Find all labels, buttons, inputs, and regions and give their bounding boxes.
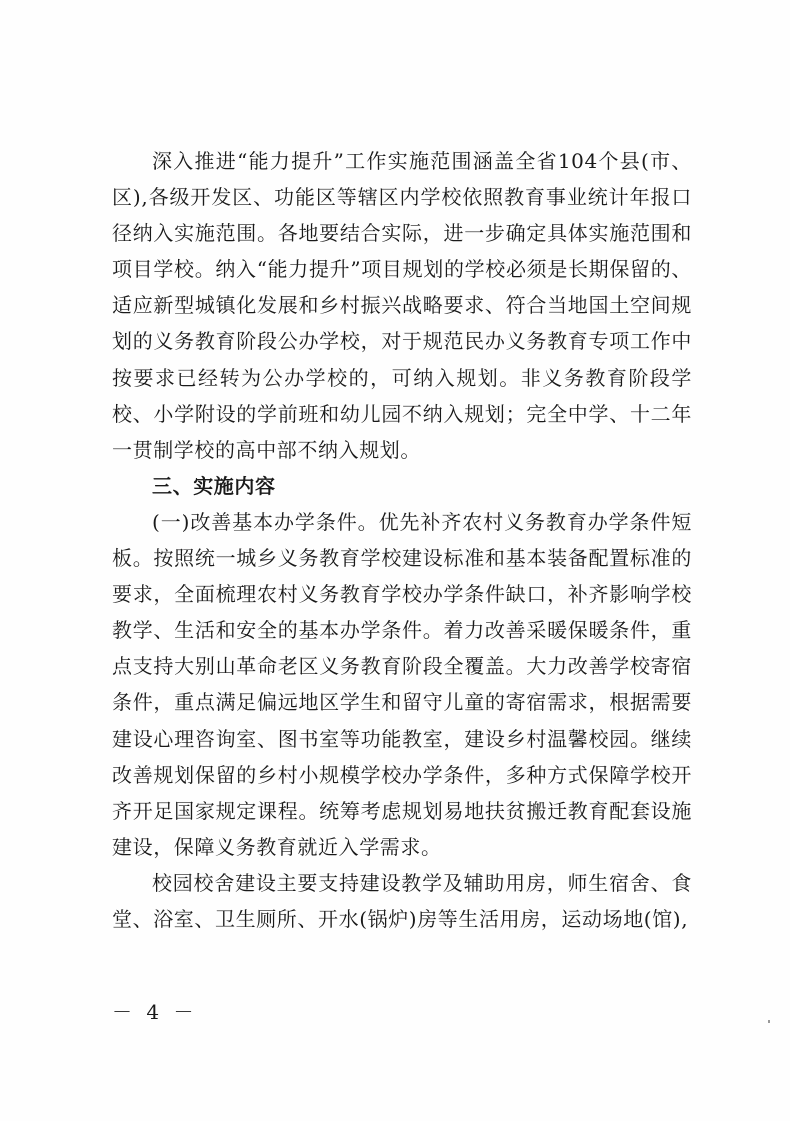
section-heading: 三、实施内容 (152, 473, 276, 498)
scan-speck (768, 1020, 770, 1023)
paragraph-campus-construction: 校园校舍建设主要支持建设教学及辅助用房，师生宿舍、食堂、浴室、卫生厕所、开水(锅炉)房等生活用房，运动场地(馆), (112, 870, 692, 931)
paragraph-scope: 深入推进“能力提升”工作实施范围涵盖全省104个县(市、区),各级开发区、功能区等辖区内学校依照教育事业统计年报口径纳入实施范围。各地要结合实际，进一步确定具体实施范围和项目学校。纳入“能力提升”项目规划的学校必须是长期保留的、适应新型城镇化发展和乡村振兴战略要求、符合当地国土空间规划的义务教育阶段公办学校，对于规范民办义务教育专项工作中按要求已经转为公办学校的，可纳入规划。非义务教育阶段学校、小学附设的学前班和幼儿园不纳入规划；完全中学、十二年一贯制学校的高中部不纳入规划。 (112, 149, 692, 462)
document-body (112, 143, 692, 937)
page-number: － 4 － (112, 1000, 198, 1024)
paragraph-improve-conditions: (一)改善基本办学条件。优先补齐农村义务教育办学条件短板。按照统一城乡义务教育学校建设标准和基本装备配置标准的要求，全面梳理农村义务教育学校办学条件缺口，补齐影响学校教学、生活和安全的基本办学条件。着力改善采暖保暖条件，重点支持大别山革命老区义务教育阶段全覆盖。大力改善学校寄宿条件，重点满足偏远地区学生和留守儿童的寄宿需求，根据需要建设心理咨询室、图书室等功能教室，建设乡村温馨校园。继续改善规划保留的乡村小规模学校办学条件，多种方式保障学校开齐开足国家规定课程。统筹考虑规划易地扶贫搬迁教育配套设施建设，保障义务教育就近入学需求。 (112, 509, 692, 859)
